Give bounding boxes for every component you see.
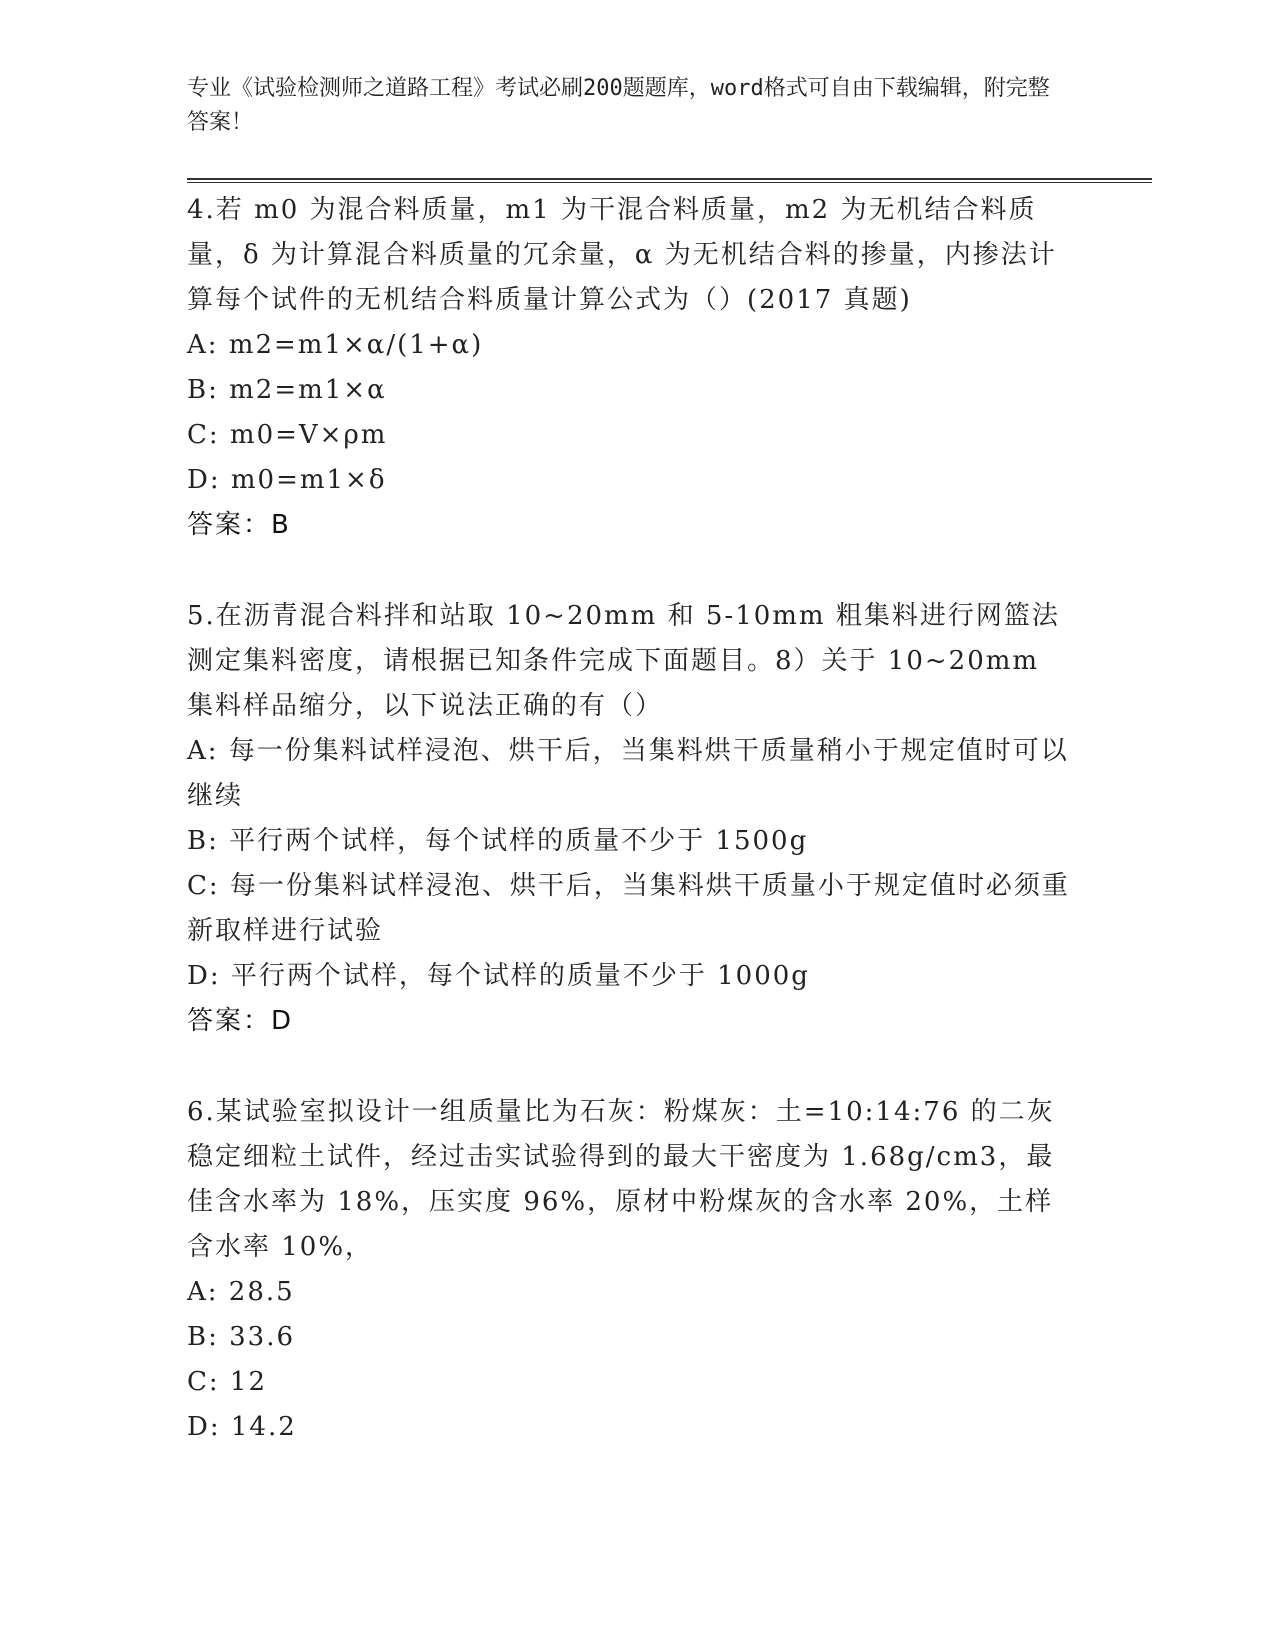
question-4	[187, 188, 1077, 548]
option-d: D: 14.2	[187, 1412, 297, 1442]
answer-label: 答案：B	[187, 510, 291, 540]
question-list	[187, 188, 1077, 1496]
question-6	[187, 1090, 1077, 1450]
question-text: 6.某试验室拟设计一组质量比为石灰：粉煤灰：土=10:14:76 的二灰稳定细粒土试件，经过击实试验得到的最大干密度为 1.68g/cm3，最佳含水率为 18%，压实度 96%，原材中粉煤灰的含水率 20%，土样含水率 10%，	[187, 1097, 1055, 1262]
option-b: B: m2=m1×α	[187, 375, 387, 405]
option-a: A: m2=m1×α/(1+α)	[187, 330, 484, 360]
header-divider	[187, 178, 1152, 183]
option-c: C: 12	[187, 1367, 268, 1397]
option-d: D: m0=m1×δ	[187, 465, 387, 495]
question-text: 5.在沥青混合料拌和站取 10~20mm 和 5-10mm 粗集料进行网篮法测定集料密度，请根据已知条件完成下面题目。8）关于 10~20mm 集料样品缩分，以下说法正确的有（）	[187, 601, 1060, 721]
option-b: B: 平行两个试样，每个试样的质量不少于 1500g	[187, 826, 809, 856]
question-text: 4.若 m0 为混合料质量，m1 为干混合料质量，m2 为无机结合料质量，δ 为计算混合料质量的冗余量，α 为无机结合料的掺量，内掺法计算每个试件的无机结合料质量计算公式为（）(2017 真题)	[187, 195, 1057, 315]
answer-label: 答案：D	[187, 1006, 294, 1036]
option-b: B: 33.6	[187, 1322, 296, 1352]
option-d: D: 平行两个试样，每个试样的质量不少于 1000g	[187, 961, 810, 991]
option-a: A: 28.5	[187, 1277, 295, 1307]
page-header: 专业《试验检测师之道路工程》考试必刷200题题库，word格式可自由下载编辑，附完整答案！	[187, 76, 1050, 135]
question-5	[187, 594, 1077, 1044]
option-c: C: m0=V×ρm	[187, 420, 388, 450]
option-a: A: 每一份集料试样浸泡、烘干后，当集料烘干质量稍小于规定值时可以继续	[187, 736, 1069, 811]
option-c: C: 每一份集料试样浸泡、烘干后，当集料烘干质量小于规定值时必须重新取样进行试验	[187, 871, 1070, 946]
